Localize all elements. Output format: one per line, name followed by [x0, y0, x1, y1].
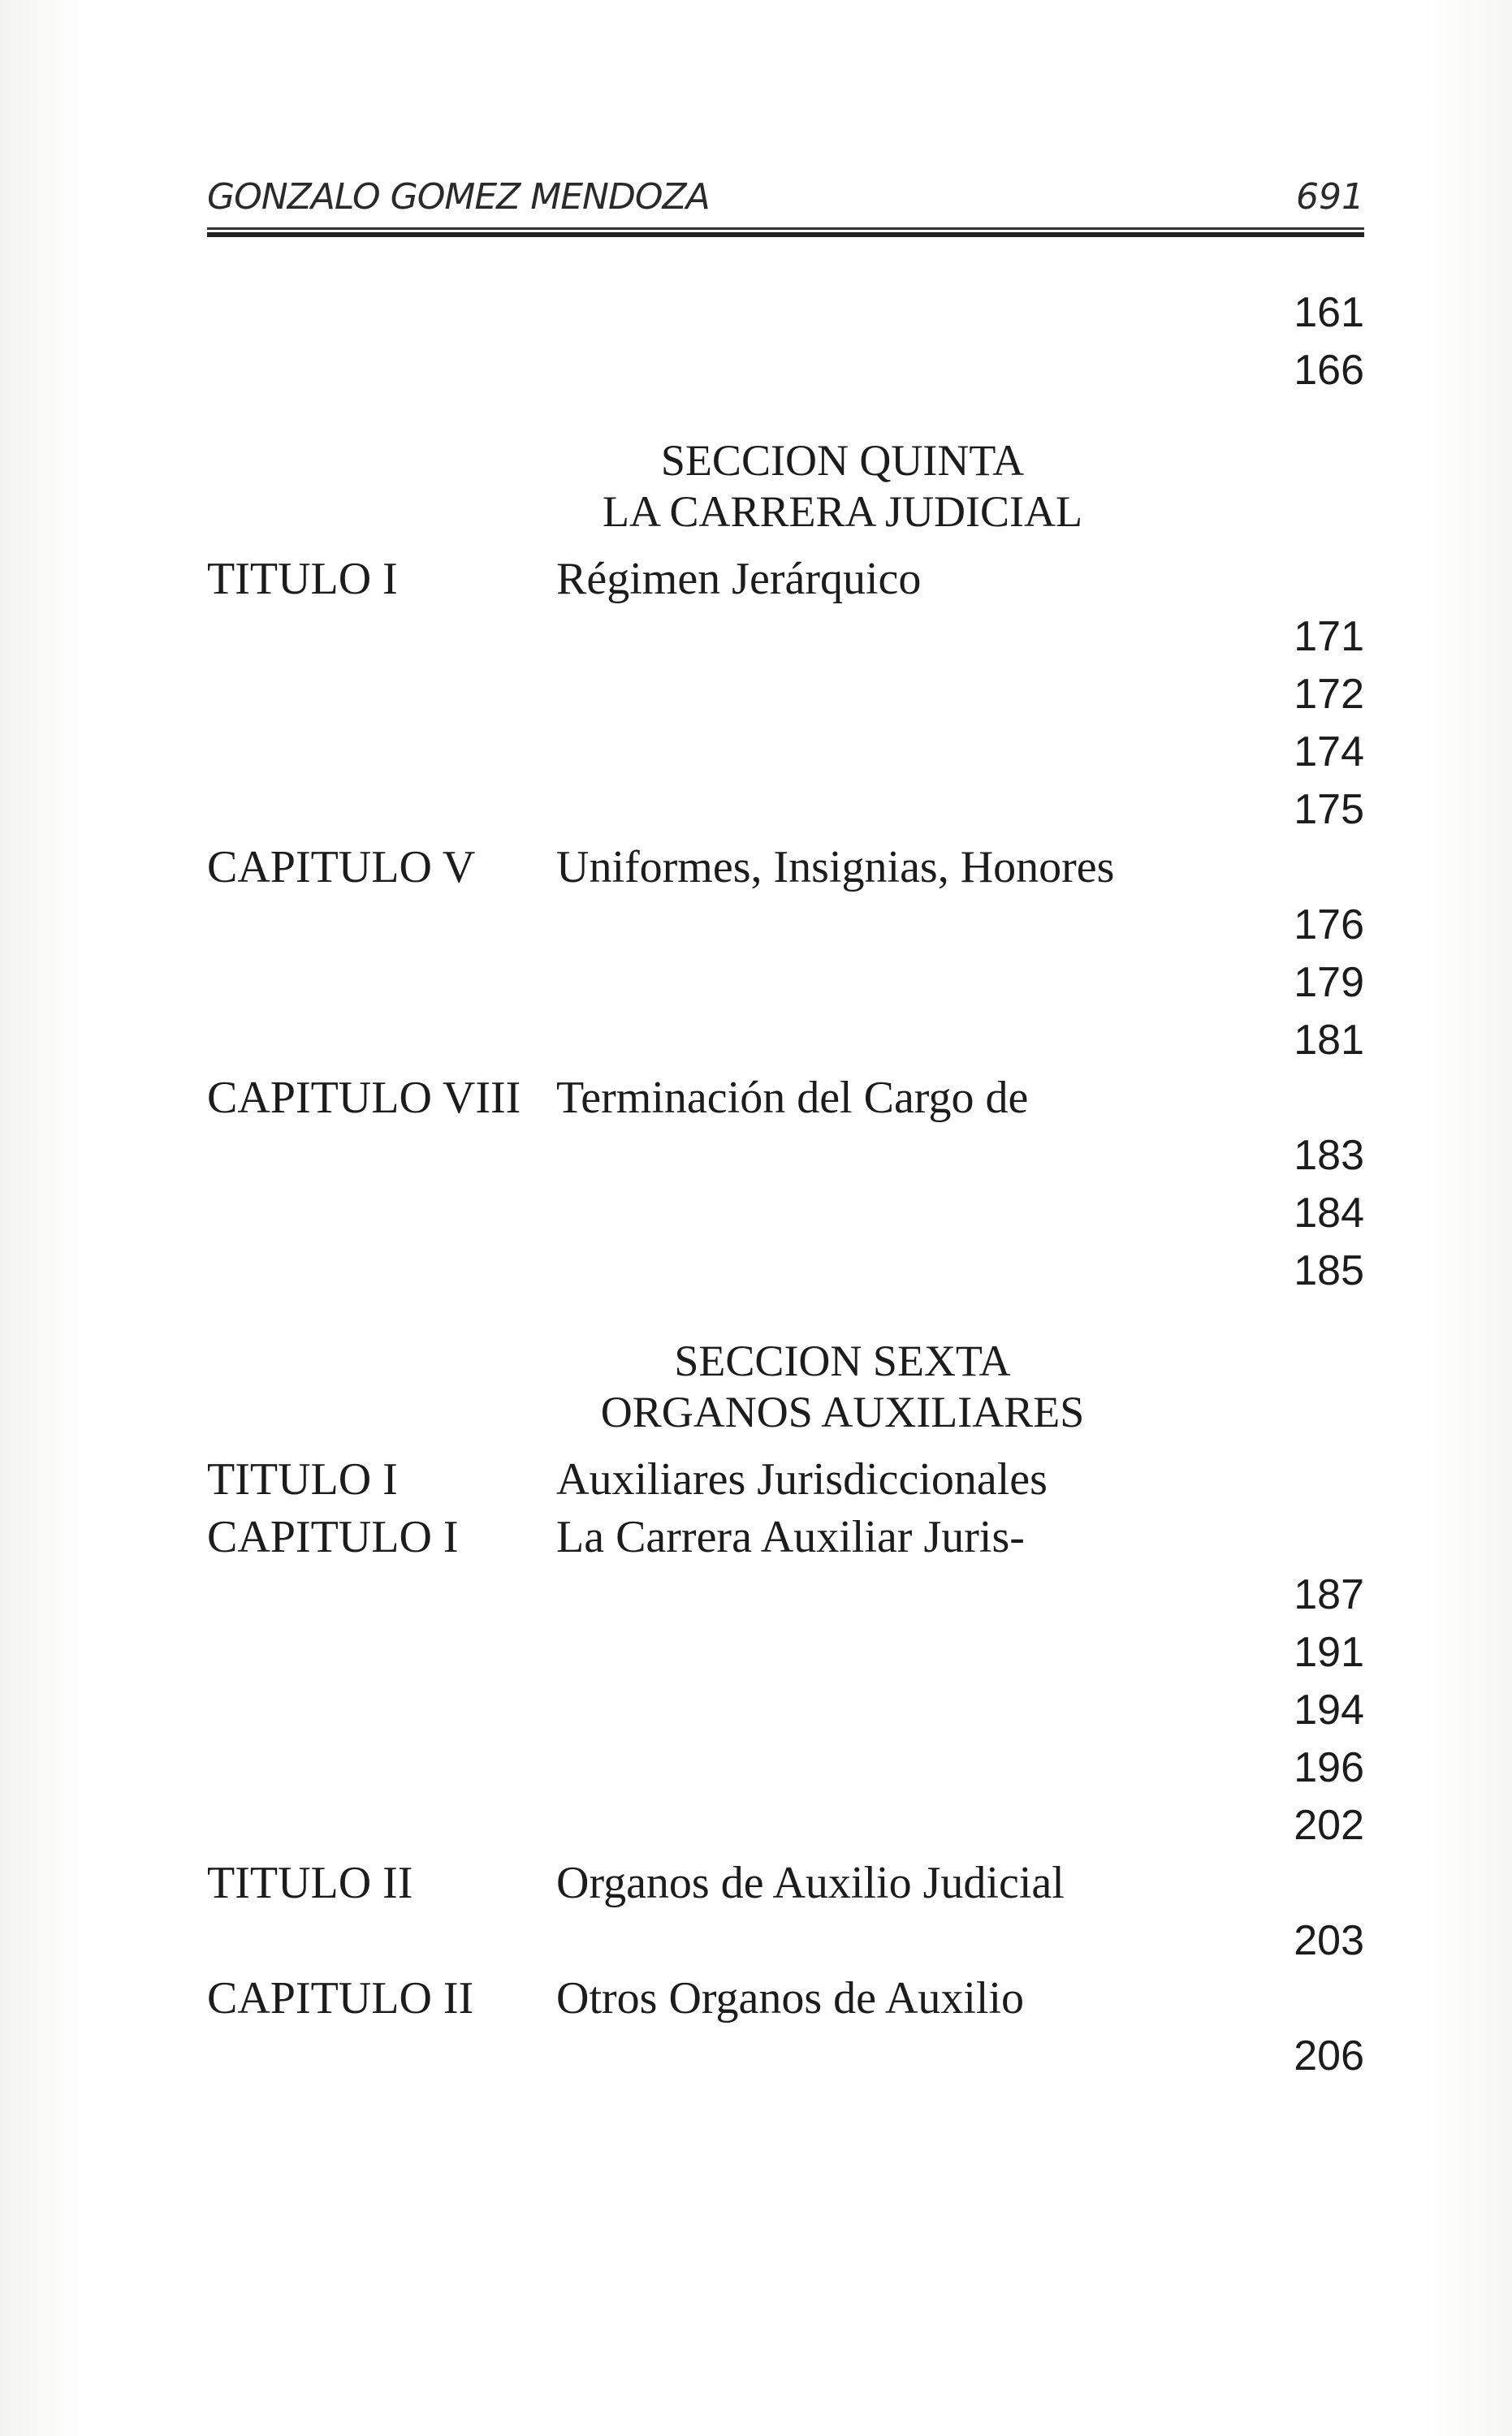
toc-entry-page: 175	[207, 781, 1364, 838]
toc-entry-title	[556, 1069, 1364, 1126]
toc-entry	[207, 1509, 1364, 1566]
toc-entry	[207, 1855, 1364, 1911]
toc-entry	[207, 1682, 1364, 1738]
toc-entry-title	[556, 1970, 1364, 2027]
toc-entry-page: 171	[207, 608, 1364, 665]
section-heading: SECCION QUINTA	[660, 436, 1025, 485]
toc-entry-label: CAPITULO V	[207, 842, 476, 892]
toc-entry-page: 166	[207, 342, 1364, 399]
toc-entry-title-text: La Carrera Auxiliar Juris-	[556, 1512, 1030, 1562]
toc-entry	[207, 284, 1364, 341]
toc-entry-continuation	[207, 1566, 1364, 1623]
toc-entry	[207, 1912, 1364, 1969]
toc-entry-title-text: Auxiliares Jurisdiccionales	[556, 1454, 1052, 1505]
header-rule-thin	[207, 227, 1364, 230]
running-header-author: GONZALO GOMEZ MENDOZA	[207, 176, 710, 218]
toc-entry-label: CAPITULO II	[207, 1973, 474, 2024]
toc-entry	[207, 551, 1364, 607]
toc-entry	[207, 342, 1364, 399]
toc-entry-page: 179	[207, 954, 1364, 1011]
toc-entry-page: 161	[207, 284, 1364, 341]
toc-entry-label: TITULO I	[207, 554, 398, 604]
toc-entry	[207, 839, 1364, 896]
toc-entry-label: TITULO I	[207, 1454, 398, 1505]
toc-entry-page: 187	[207, 1566, 1364, 1623]
toc-entry	[207, 781, 1364, 838]
toc-entry-title-text: Otros Organos de Auxilio	[556, 1973, 1029, 2024]
toc-entry-continuation	[207, 896, 1364, 953]
toc-entry-page: 185	[207, 1242, 1364, 1299]
toc-entry-page: 203	[207, 1912, 1364, 1969]
toc-entry-continuation	[207, 2028, 1364, 2084]
toc-entry-title-text: Uniformes, Insignias, Honores	[556, 842, 1119, 892]
toc-entry-page: 183	[207, 1127, 1364, 1184]
toc-entry-title-text: Organos de Auxilio Judicial	[556, 1858, 1069, 1908]
toc-entry-title	[556, 1855, 1364, 1911]
toc-entry-page: 181	[207, 1012, 1364, 1069]
toc-entry	[207, 1012, 1364, 1069]
toc-entry-page: 206	[207, 2028, 1364, 2084]
toc-entry-page: 196	[207, 1739, 1364, 1796]
toc-entry-title	[556, 551, 1364, 607]
toc-entry-page: 194	[207, 1682, 1364, 1738]
toc-entry-title	[556, 1509, 1364, 1566]
page-number: 691	[1296, 176, 1364, 218]
toc-entry-page: 174	[207, 723, 1364, 780]
toc-entry-title	[556, 839, 1364, 896]
toc-entry-page: 172	[207, 666, 1364, 723]
toc-entry	[207, 1185, 1364, 1242]
section-subheading: ORGANOS AUXILIARES	[600, 1388, 1085, 1436]
toc-entry-page: 184	[207, 1185, 1364, 1242]
toc-entry	[207, 723, 1364, 780]
toc-entry-title-text: Terminación del Cargo de	[556, 1073, 1033, 1123]
toc-entry	[207, 954, 1364, 1011]
running-header	[207, 159, 1364, 224]
toc-entry-page: 176	[207, 896, 1364, 953]
toc-entry	[207, 1451, 1364, 1508]
toc-entry	[207, 666, 1364, 723]
toc-entry	[207, 1624, 1364, 1681]
toc-entry	[207, 1242, 1364, 1299]
toc-entry-label: TITULO II	[207, 1858, 413, 1908]
header-rule-thick	[207, 232, 1364, 237]
section-heading: SECCION SEXTA	[674, 1337, 1011, 1385]
toc-entry-title-text: Régimen Jerárquico	[556, 554, 926, 604]
toc-entry-label: CAPITULO VIII	[207, 1073, 521, 1123]
section-subheading: LA CARRERA JUDICIAL	[602, 487, 1083, 536]
toc-entry-page: 191	[207, 1624, 1364, 1681]
toc-entry-title	[556, 1451, 1364, 1508]
toc-entry-continuation	[207, 1127, 1364, 1184]
toc-entry	[207, 1739, 1364, 1796]
toc-entry-page: 202	[207, 1797, 1364, 1854]
toc-entry	[207, 1970, 1364, 2027]
toc-entry	[207, 608, 1364, 665]
toc-entry-label: CAPITULO I	[207, 1512, 459, 1562]
toc-entry	[207, 1069, 1364, 1126]
toc-entry	[207, 1797, 1364, 1854]
